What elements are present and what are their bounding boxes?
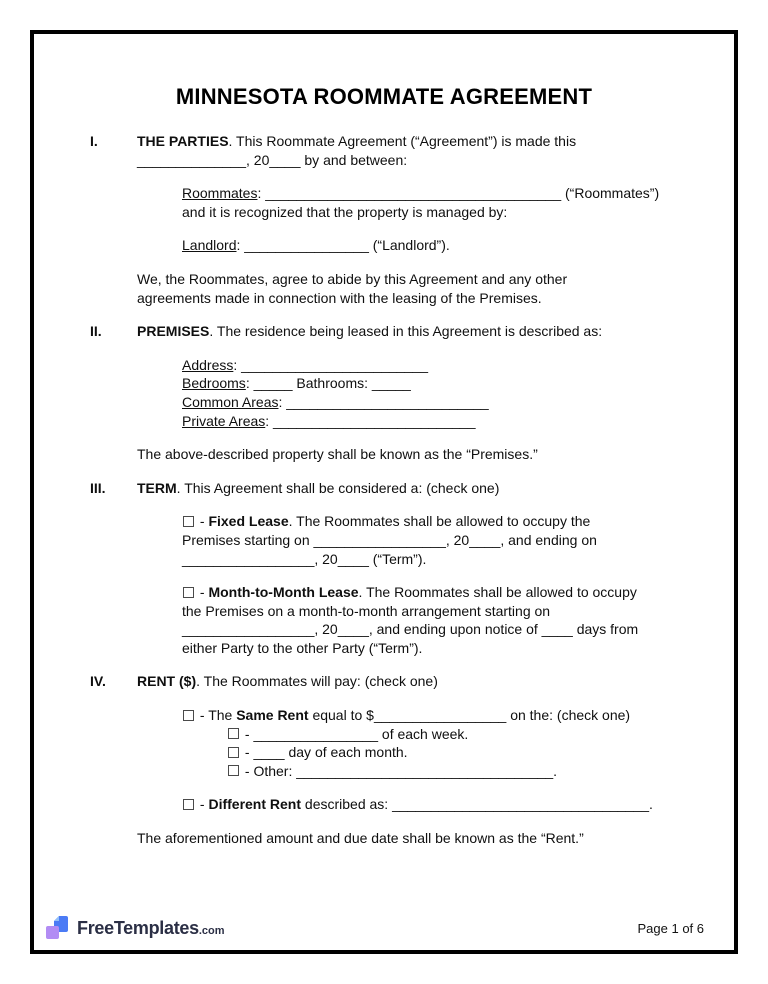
text-run: . The Roommates shall be allowed to occupy the	[288, 513, 591, 530]
section-numeral: II.	[90, 323, 102, 340]
brand-name: FreeTemplates .com	[77, 917, 225, 938]
text-line	[137, 672, 734, 691]
text-run: Address	[182, 356, 234, 373]
different-rent-option	[182, 795, 734, 814]
section-heading-parties	[90, 132, 734, 169]
page-footer	[46, 911, 704, 945]
text-line	[182, 236, 734, 255]
text-line	[182, 602, 734, 621]
section-numeral: IV.	[90, 673, 106, 690]
text-run: We, the Roommates, agree to abide by this Agreement and any other	[137, 270, 568, 287]
checkbox-icon[interactable]	[183, 516, 194, 527]
section-heading-rent	[90, 672, 734, 691]
text-run: TERM	[137, 479, 177, 496]
section-heading-term	[90, 479, 734, 498]
text-line	[182, 639, 734, 658]
text-line	[137, 132, 734, 151]
text-run: : __________________________	[278, 393, 489, 410]
text-run: Fixed Lease	[208, 513, 289, 530]
month-to-month-option	[182, 583, 734, 657]
text-run: Common Areas	[182, 393, 279, 410]
text-run: PREMISES	[137, 323, 210, 340]
text-line	[137, 289, 734, 308]
text-run: and it is recognized that the property is managed by:	[182, 203, 508, 220]
section-numeral: I.	[90, 133, 98, 149]
text-line	[137, 479, 734, 498]
freetemplates-logo	[46, 915, 225, 941]
rent-known-line	[137, 829, 734, 848]
text-run: Roommates	[182, 185, 258, 202]
text-run: : _____ Bathrooms: _____	[245, 375, 411, 392]
text-line	[227, 743, 734, 762]
text-run: _________________, 20____, and ending upon notice of ____ days from	[182, 621, 639, 638]
text-line	[227, 725, 734, 744]
section-heading-premises	[90, 322, 734, 341]
text-line	[182, 531, 734, 550]
text-run: - ________________ of each week.	[241, 725, 469, 742]
text-run: - The	[196, 707, 237, 724]
text-line	[182, 184, 734, 203]
text-line	[137, 445, 734, 464]
fixed-lease-option	[182, 512, 734, 568]
text-run: either Party to the other Party (“Term”).	[182, 639, 423, 656]
text-run: RENT ($)	[137, 673, 197, 690]
text-run: - Other: _________________________________.	[241, 762, 558, 779]
document-page	[30, 30, 738, 954]
same-rent-option	[182, 706, 734, 780]
text-line	[137, 322, 734, 341]
checkbox-icon[interactable]	[183, 799, 194, 810]
text-run: ______________, 20____ by and between:	[137, 151, 408, 168]
text-run: -	[196, 796, 209, 813]
text-line	[182, 795, 734, 814]
text-run: The above-described property shall be known as the “Premises.”	[137, 446, 538, 463]
premises-known-line	[137, 445, 734, 464]
text-run: Different Rent	[208, 796, 302, 813]
landlord-clause	[182, 236, 734, 255]
text-run: . This Roommate Agreement (“Agreement”) is made this	[228, 133, 577, 149]
checkbox-icon[interactable]	[228, 765, 239, 776]
text-run: Month-to-Month Lease	[208, 584, 359, 601]
text-run: Landlord	[182, 237, 237, 254]
text-run: . The Roommates shall be allowed to occupy	[358, 584, 637, 601]
page-indicator: Page 1 of 6	[637, 920, 704, 936]
checkbox-icon[interactable]	[228, 728, 239, 739]
text-run: : ________________________	[233, 356, 429, 373]
document-pages-icon	[46, 915, 70, 941]
text-run: : __________________________	[265, 412, 476, 429]
text-line	[137, 151, 734, 170]
text-run: Private Areas	[182, 412, 266, 429]
text-run: . The residence being leased in this Agreement is described as:	[209, 323, 603, 340]
text-run: The aforementioned amount and due date shall be known as the “Rent.”	[137, 830, 584, 847]
text-run: Bedrooms	[182, 375, 246, 392]
document-title: MINNESOTA ROOMMATE AGREEMENT	[175, 84, 593, 109]
text-line	[137, 829, 734, 848]
text-line	[182, 620, 734, 639]
text-line	[182, 203, 734, 222]
text-run: : ______________________________________ (“Roommates”)	[257, 185, 660, 202]
section-numeral: III.	[90, 479, 106, 496]
text-line	[182, 412, 734, 431]
premises-fields	[182, 356, 734, 430]
text-run: equal to $_________________ on the: (check one)	[308, 707, 631, 724]
text-run: _________________, 20____ (“Term”).	[182, 550, 427, 567]
text-line	[182, 512, 734, 531]
text-run: described as: _________________________________.	[301, 796, 653, 813]
checkbox-icon[interactable]	[183, 587, 194, 598]
text-run: Same Rent	[236, 707, 309, 724]
text-run: -	[196, 584, 209, 601]
text-line	[182, 356, 734, 375]
text-run: - ____ day of each month.	[241, 744, 408, 761]
text-run: agreements made in connection with the leasing of the Premises.	[137, 289, 542, 306]
text-line	[182, 550, 734, 569]
text-line	[227, 762, 734, 781]
text-run: . This Agreement shall be considered a: (check one)	[176, 479, 500, 496]
text-run: Premises starting on _________________, 20____, and ending on	[182, 531, 597, 548]
text-line	[182, 706, 734, 725]
roommates-clause	[182, 184, 734, 221]
checkbox-icon[interactable]	[228, 747, 239, 758]
text-line	[182, 583, 734, 602]
text-line	[182, 393, 734, 412]
text-line	[182, 374, 734, 393]
text-run: -	[196, 513, 209, 530]
document-body	[34, 132, 734, 848]
text-run: . The Roommates will pay: (check one)	[196, 673, 438, 690]
text-run: the Premises on a month-to-month arrangement starting on	[182, 602, 551, 619]
text-run: : ________________ (“Landlord”).	[236, 237, 450, 254]
abide-paragraph	[137, 270, 734, 307]
text-line	[137, 270, 734, 289]
text-run: THE PARTIES	[137, 133, 229, 149]
checkbox-icon[interactable]	[183, 710, 194, 721]
